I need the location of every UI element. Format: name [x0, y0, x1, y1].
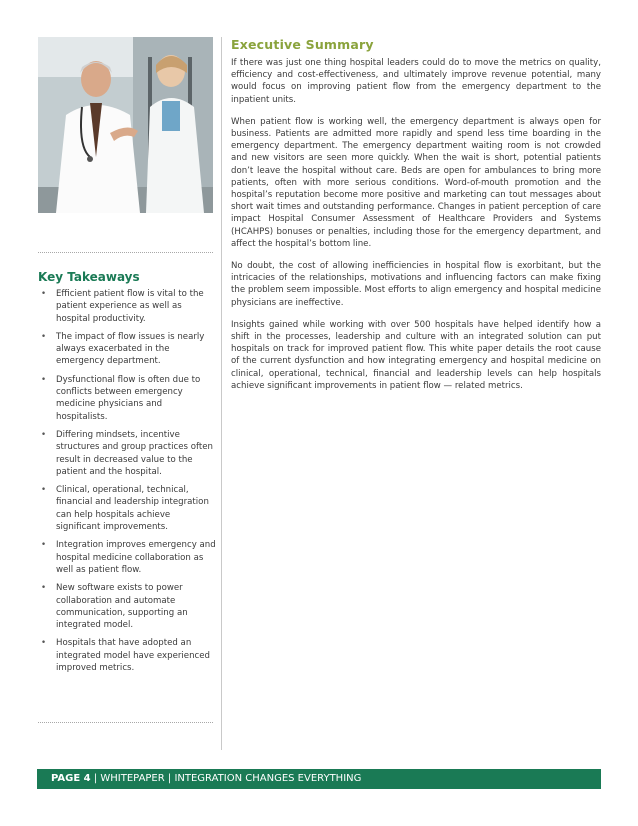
- doctors-photo-icon: [38, 37, 213, 213]
- paragraph: No doubt, the cost of allowing inefficiencies in hospital flow is exorbitant, but the intricacies of the relationships, motivations and influencing factors can make fixing the problem seem impossible. Most efforts to align emergency and hospital medicine physicians are ineffective.: [231, 261, 601, 308]
- list-item: • Differing mindsets, incentive structures and group practices often result in decreased value to the patient and the hospital.: [38, 429, 216, 478]
- footer-separator: |: [167, 773, 172, 784]
- list-item: • Clinical, operational, technical, financial and leadership integration can help hospitals achieve significant improvements.: [38, 484, 216, 533]
- list-item: • Integration improves emergency and hospital medicine collaboration as well as patient flow.: [38, 539, 216, 576]
- footer-label-title: INTEGRATION CHANGES EVERYTHING: [174, 773, 362, 784]
- divider-bottom: [38, 722, 213, 723]
- page-number: PAGE 4: [51, 773, 91, 784]
- column-divider: [221, 37, 222, 750]
- footer-separator: |: [93, 773, 98, 784]
- paragraph: Insights gained while working with over 500 hospitals have helped identify how a shift in the processes, leadership and culture with an integrated solution can put hospitals on track for improved patient flow. This white paper details the root cause of the current dysfunction and how integrating emergency and hospital medicine on clinical, operational, technical, financial and leadership levels can help hospitals achieve significant improvements in patient flow — related metrics.: [231, 319, 601, 391]
- executive-summary-title: Executive Summary: [231, 37, 374, 52]
- list-item: • Dysfunctional flow is often due to conflicts between emergency medicine physicians and hospitalists.: [38, 374, 216, 423]
- key-takeaways-list: [38, 288, 216, 680]
- list-item: • Efficient patient flow is vital to the patient experience as well as hospital productivity.: [38, 288, 216, 325]
- divider-top: [38, 252, 213, 253]
- executive-summary-body: [231, 57, 601, 402]
- footer-label-whitepaper: WHITEPAPER: [100, 773, 165, 784]
- list-item: • The impact of flow issues is nearly always exacerbated in the emergency department.: [38, 331, 216, 368]
- page-footer: [37, 769, 601, 789]
- list-item: • Hospitals that have adopted an integrated model have experienced improved metrics.: [38, 637, 216, 674]
- paragraph: When patient flow is working well, the emergency department is always open for business. Patients are admitted more rapidly and spend less time boarding in the emergency department. The emergency department waiting room is not crowded and new visitors are seen more quickly. When the wait is short, potential patients don’t leave the hospital without care. Beds are open for ambulances to bring more patients, often with more serious conditions. Word-of-mouth promotion and the hospital’s reputation become more positive and marketing can tout messages about short wait times and outstanding performance. Changes in patient perception of care impact Hospital Consumer Assessment of Healthcare Providers and Systems (HCAHPS) bonuses or penalties, including those for the emergency department, and affect the hospital’s bottom line.: [231, 116, 601, 249]
- list-item: • New software exists to power collaboration and automate communication, supporting an integrated model.: [38, 582, 216, 631]
- key-takeaways-title: Key Takeaways: [38, 270, 140, 284]
- paragraph: If there was just one thing hospital leaders could do to move the metrics on quality, efficiency and cost-effectiveness, and ultimately improve revenue potential, many would focus on improving patient flow from the emergency department to the inpatient units.: [231, 58, 601, 105]
- doctors-photo: [38, 37, 213, 213]
